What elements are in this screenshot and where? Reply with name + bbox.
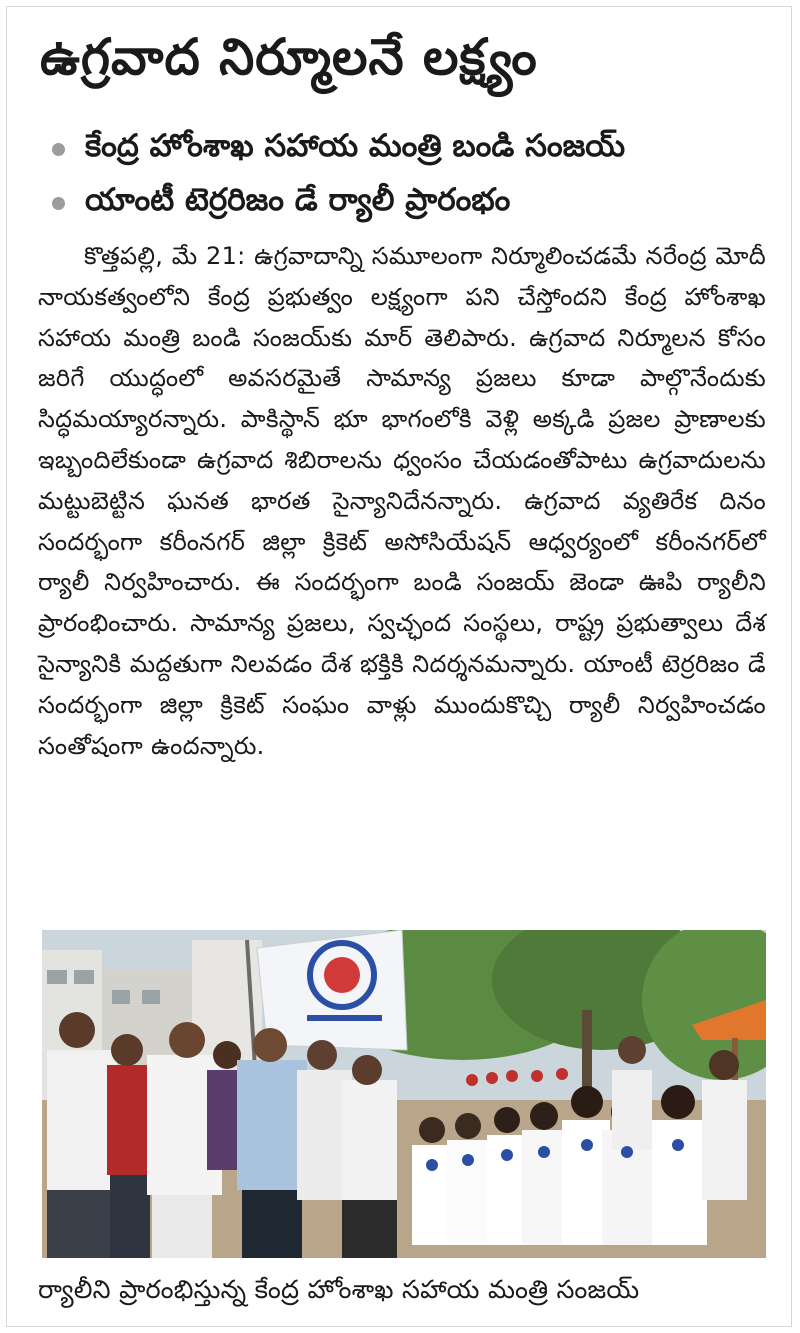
subhead-item [52, 176, 792, 230]
bullet-icon [52, 143, 65, 156]
bullet-icon [52, 197, 65, 210]
subhead-item [52, 122, 792, 176]
news-photo [42, 930, 766, 1258]
subhead-text: కేంద్ర హోంశాఖ సహాయ మంత్రి బండి సంజయ్ [85, 127, 626, 164]
subhead-text: యాంటీ టెర్రరిజం డే ర్యాలీ ప్రారంభం [85, 181, 511, 218]
photo-caption: ర్యాలీని ప్రారంభిస్తున్న కేంద్ర హోంశాఖ సహాయ మంత్రి సంజయ్ [38, 1275, 640, 1305]
rally-photo-illustration [42, 930, 766, 1258]
article-body: కొత్తపల్లి, మే 21: ఉగ్రవాదాన్ని సమూలంగా నిర్మూలించడమే నరేంద్ర మోదీ నాయకత్వంలోని కేంద్ర ప్రభుత్వం లక్ష్యంగా పని చేస్తోందని కేంద్ర హోంశాఖ సహాయ మంత్రి బండి సంజయ్‌కు మార్ తెలిపారు. ఉగ్రవాద నిర్మూలన కోసం జరిగే యుద్ధంలో అవసరమైతే సామాన్య ప్రజలు కూడా పాల్గొనేందుకు సిద్ధమయ్యారన్నారు. పాకిస్థాన్ భూ భాగంలోకి వెళ్లి అక్కడి ప్రజల ప్రాణాలకు ఇబ్బందిలేకుండా ఉగ్రవాద శిబిరాలను ధ్వంసం చేయడంతోపాటు ఉగ్రవాదులను మట్టుబెట్టిన ఘనత భారత సైన్యానిదేనన్నారు. ఉగ్రవాద వ్యతిరేక దినం సందర్భంగా కరీంనగర్ జిల్లా క్రికెట్ అసోసియేషన్ ఆధ్వర్యంలో కరీంనగర్‌లో ర్యాలీ నిర్వహించారు. ఈ సందర్భంగా బండి సంజయ్ జెండా ఊపి ర్యాలీని ప్రారంభించారు. సామాన్య ప్రజలు, స్వచ్ఛంద సంస్థలు, రాష్ట్ర ప్రభుత్వాలు దేశ సైన్యానికి మద్దతుగా నిలవడం దేశ భక్తికి నిదర్శనమన్నారు. యాంటీ టెర్రరిజం డే సందర్భంగా జిల్లా క్రికెట్ సంఘం వాళ్లు ముందుకొచ్చి ర్యాలీ నిర్వహించడం సంతోషంగా ఉందన్నారు. [38, 242, 766, 760]
subheads [52, 122, 792, 230]
headline: ఉగ్రవాద నిర్మూలనే లక్ష్యం [40, 28, 538, 86]
